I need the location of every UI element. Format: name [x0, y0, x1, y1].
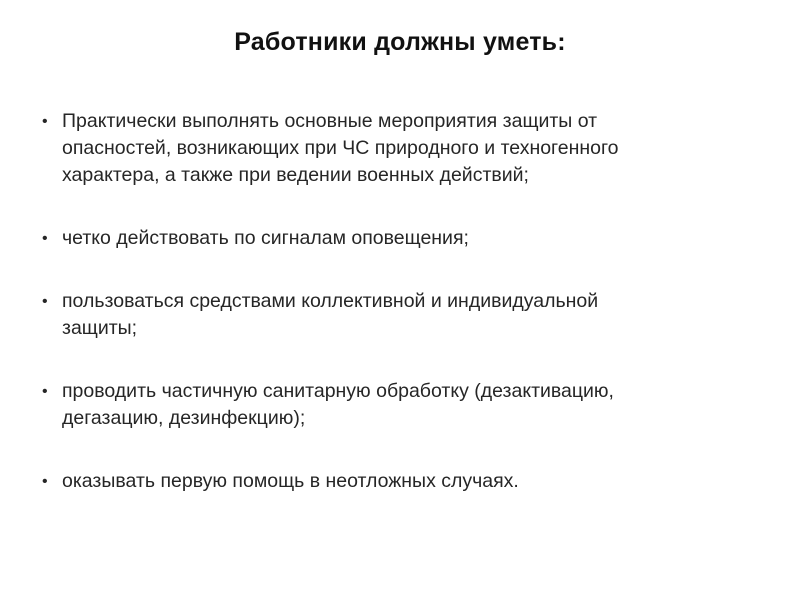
bullet-list: [42, 108, 762, 495]
bullet-line: проводить частичную санитарную обработку (дезактивацию,: [62, 380, 614, 402]
bullet-line: защиты;: [62, 317, 138, 339]
bullet-item-4: [42, 378, 762, 432]
bullet-item-1: [42, 108, 762, 189]
bullet-dot-icon: •: [42, 473, 48, 490]
bullet-dot-icon: •: [42, 230, 48, 247]
slide-title: Работники должны уметь:: [234, 28, 566, 56]
bullet-line: оказывать первую помощь в неотложных случаях.: [62, 470, 519, 492]
bullet-item-3: [42, 288, 762, 342]
bullet-item-2: [42, 225, 762, 252]
bullet-line: пользоваться средствами коллективной и индивидуальной: [62, 290, 599, 312]
bullet-dot-icon: •: [42, 383, 48, 400]
bullet-item-5: [42, 468, 762, 495]
bullet-line: четко действовать по сигналам оповещения;: [62, 227, 469, 249]
bullet-dot-icon: •: [42, 113, 48, 130]
bullet-line: Практически выполнять основные мероприятия защиты от: [62, 110, 598, 132]
bullet-line: характера, а также при ведении военных действий;: [62, 164, 529, 186]
bullet-line: дегазацию, дезинфекцию);: [62, 407, 306, 429]
bullet-dot-icon: •: [42, 293, 48, 310]
bullet-line: опасностей, возникающих при ЧС природного и техногенного: [62, 137, 619, 159]
